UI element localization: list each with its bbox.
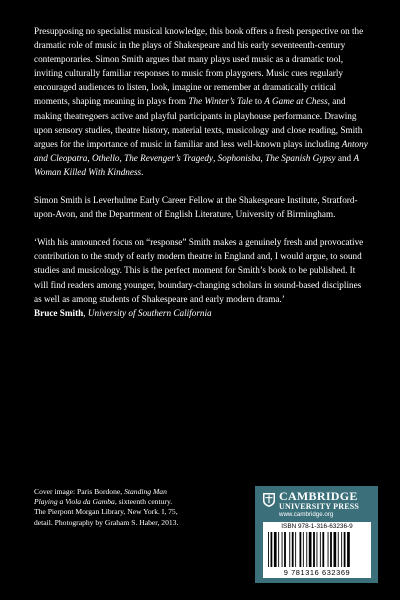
description-title: Sophonisba [217,152,261,163]
barcode-bar [271,532,273,567]
barcode-bar [274,532,277,567]
description-text: , [119,152,125,163]
description-text: . [141,166,144,177]
barcode-bar [295,532,296,567]
publisher-box [255,486,378,583]
author-bio: Simon Smith is Leverhulme Early Career Fellow at the Shakespeare Institute, Stratford-upon-Avon, and the Department of English Literature, University of Birmingham. [34,195,358,220]
description-title: Antony and Cleopatra [34,138,368,163]
description-title: Othello [91,152,120,163]
barcode-icon [267,532,367,567]
barcode-bar [306,532,307,567]
isbn-label: ISBN 978-1-316-63236-9 [281,523,353,530]
endorsement [34,235,369,320]
barcode-bar [317,532,318,567]
barcode-bar [300,532,302,567]
barcode-bar [278,532,279,567]
description-title: A Game at Chess [264,96,328,107]
isbn-barcode [263,522,371,578]
endorsement-author: Bruce Smith [34,307,84,318]
description-text: , [260,152,266,163]
barcode-bar [313,532,315,567]
endorsement-source [34,306,369,320]
credit-text: , sixteenth century. The Pierpont Morgan Library, New York. I, 75, detail. Photography by Graham S. Haber, 2013. [34,497,179,527]
barcode-bar [303,532,304,567]
barcode-bar [334,532,337,567]
barcode-bar [341,532,342,567]
barcode-bar [282,532,283,567]
barcode-bar [268,532,269,567]
description-text: , and making theatregoers active and playful participants in playhouse performance. Drawing upon sensory studies, theatre history, material texts, musicology and close reading, Smith argues for the importance of music in familiar and less well-known plays including [34,96,363,149]
back-cover-blurb [34,24,369,334]
cambridge-crest-icon [263,493,275,507]
credit-title: Standing Man Playing a Viola da Gamba [34,487,167,507]
barcode-bar [309,532,312,567]
publisher-website: www.cambridge.org [279,511,334,518]
barcode-bar [320,532,321,567]
barcode-bar [330,532,332,567]
barcode-bar [344,532,346,567]
credit-text: Cover image: Paris Bordone, [34,487,125,496]
barcode-bar [289,532,290,567]
barcode-bar [322,532,324,567]
barcode-bar [328,532,329,567]
description-title: The Revenger’s Tragedy [124,152,214,163]
description-text: , [213,152,218,163]
endorsement-affiliation: , University of Southern California [83,307,212,318]
description-title: The Spanish Gypsy [265,152,336,163]
barcode-bar [292,532,294,567]
barcode-bar [284,532,286,567]
description-text: Presupposing no specialist musical knowledge, this book offers a fresh perspective on the dramatic role of music in the plays of Shakespeare and his early seventeenth-century contemporaries. Simon Smith argues that many plays used music as a dramatic tool, inviting culturally familiar responses to music from playgoers. Music cues regularly encouraged audiences to listen, look, imagine or remember at dramatically critical moments, shaping meaning in plays from [34,26,364,107]
book-description [34,24,369,179]
barcode-digits: 9 781316 632369 [283,568,351,577]
cover-image-credit [34,487,184,528]
description-text: to [252,96,265,107]
barcode-bar [338,532,339,567]
publisher-name: CAMBRIDGE [279,489,358,503]
barcode-bar [347,532,350,567]
description-title: The Winter’s Tale [188,96,253,107]
description-text: and [335,152,354,163]
endorsement-quote: ‘With his announced focus on “response” Smith makes a genuinely fresh and provocative contribution to the study of early modern theatre in England and, I would argue, to sound studies and musicology. This is the perfect moment for Smith’s book to be published. It will find readers among younger, boundary-changing scholars in sound-based disciplines as well as among students of Shakespeare and early modern drama.’ [34,237,364,304]
description-title: A Woman Killed With Kindness [34,152,359,177]
description-text: , [87,152,92,163]
publisher-subtitle: UNIVERSITY PRESS [279,502,360,511]
